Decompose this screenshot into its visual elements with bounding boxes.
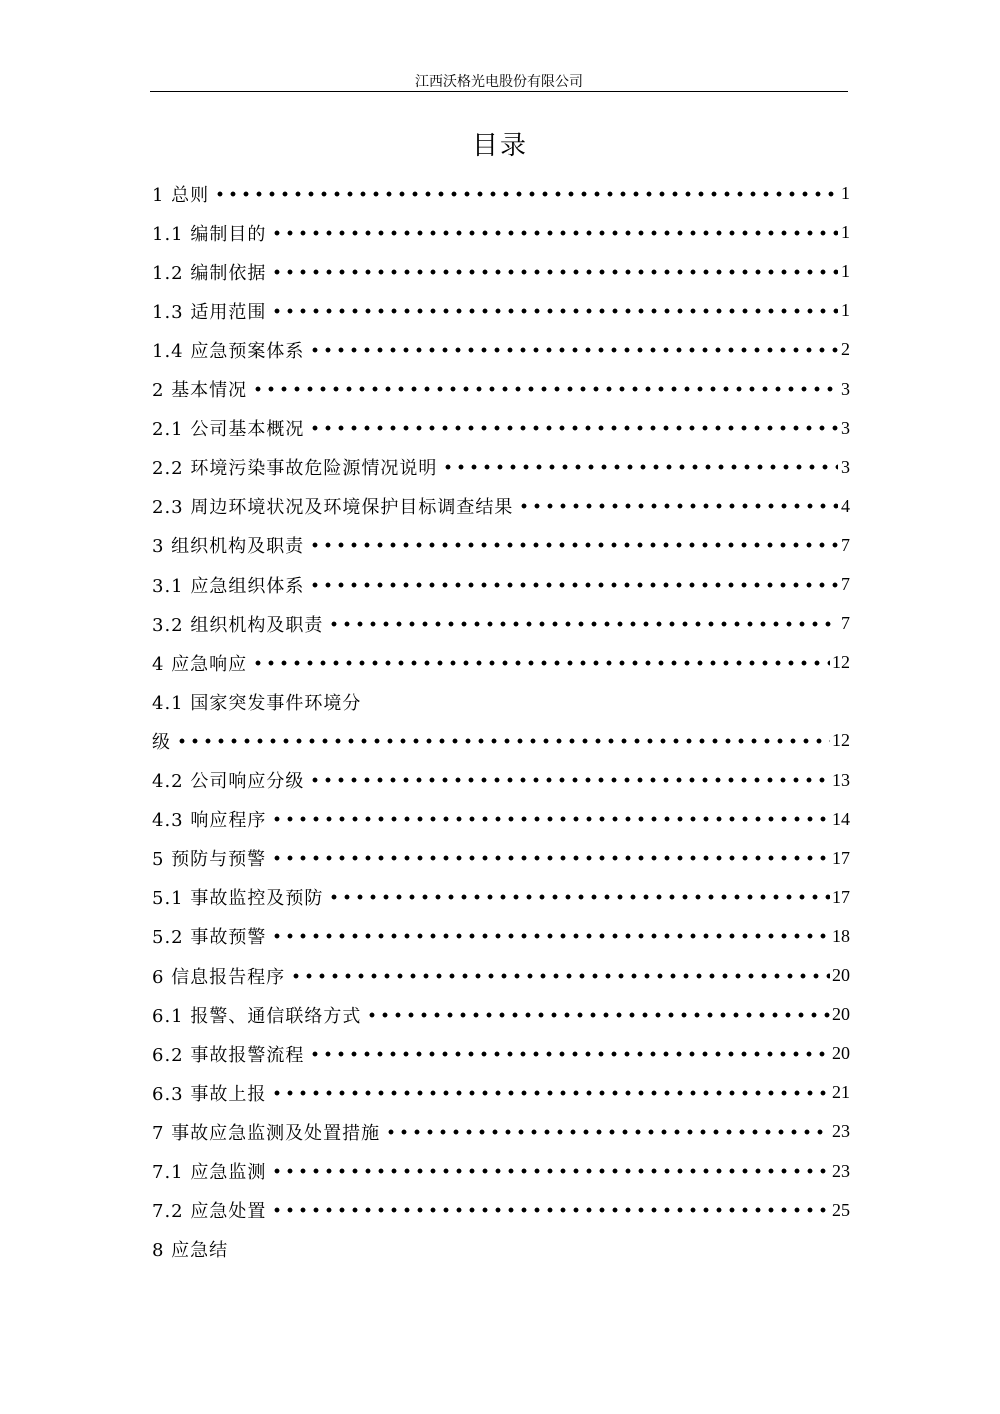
toc-entry-label: 级 xyxy=(152,731,171,753)
toc-entry[interactable] xyxy=(152,956,850,995)
toc-entry-label: 6 信息报告程序 xyxy=(152,966,286,988)
toc-entry[interactable] xyxy=(152,487,850,526)
toc-entry-page-number: 20 xyxy=(832,1004,850,1025)
toc-entry[interactable] xyxy=(152,800,850,839)
toc-entry-label: 7 事故应急监测及处置措施 xyxy=(152,1122,381,1144)
toc-dot-leader xyxy=(253,653,830,673)
toc-entry-label: 5 预防与预警 xyxy=(152,849,267,871)
document-title: 目录 xyxy=(471,131,528,161)
toc-dot-leader xyxy=(272,926,830,946)
toc-entry[interactable] xyxy=(152,526,850,565)
toc-entry-page-number: 2 xyxy=(841,339,850,360)
toc-entry[interactable] xyxy=(152,1034,850,1073)
toc-entry-page-number: 17 xyxy=(832,886,850,907)
toc-entry-page-number: 23 xyxy=(832,1121,850,1142)
toc-dot-leader xyxy=(272,848,830,868)
toc-entry-page-number: 7 xyxy=(841,574,850,594)
toc-dot-leader xyxy=(272,262,838,282)
toc-entry-page-number: 18 xyxy=(832,925,850,946)
toc-entry-label: 8 应急结 xyxy=(152,1240,229,1262)
toc-dot-leader xyxy=(272,809,830,829)
toc-dot-leader xyxy=(310,535,838,555)
header-divider xyxy=(150,91,848,92)
toc-entry[interactable] xyxy=(152,565,850,604)
toc-dot-leader xyxy=(215,184,838,204)
toc-entry-page-number: 7 xyxy=(841,613,850,634)
toc-dot-leader xyxy=(386,1122,830,1142)
toc-entry-label: 4.2 公司响应分级 xyxy=(152,771,305,792)
toc-entry[interactable] xyxy=(152,448,850,487)
toc-entry-page-number: 20 xyxy=(832,965,850,985)
toc-entry[interactable] xyxy=(152,252,850,291)
toc-dot-leader xyxy=(291,966,830,986)
toc-entry-label: 5.1 事故监控及预防 xyxy=(152,888,324,910)
toc-dot-leader xyxy=(329,614,838,634)
toc-dot-leader xyxy=(272,301,838,321)
toc-entry-label: 7.1 应急监测 xyxy=(152,1162,267,1183)
toc-dot-leader xyxy=(310,770,830,790)
toc-entry-page-number: 21 xyxy=(832,1082,850,1103)
toc-entry-label: 1 总则 xyxy=(152,184,210,206)
toc-entry[interactable] xyxy=(152,1230,850,1269)
toc-entry[interactable] xyxy=(152,1191,850,1230)
toc-entry-label: 1.1 编制目的 xyxy=(152,223,267,245)
toc-entry-label: 2.3 周边环境状况及环境保护目标调查结果 xyxy=(152,497,514,519)
toc-entry-page-number: 25 xyxy=(832,1199,850,1220)
toc-entry-label: 4.1 国家突发事件环境分 xyxy=(152,692,362,714)
toc-entry-label: 1.4 应急预案体系 xyxy=(152,340,305,362)
toc-entry-page-number: 4 xyxy=(841,495,850,516)
toc-entry[interactable] xyxy=(152,839,850,878)
toc-entry-page-number: 1 xyxy=(841,183,850,203)
toc-entry[interactable] xyxy=(152,643,850,682)
toc-dot-leader xyxy=(310,1044,830,1064)
toc-entry-label: 7.2 应急处置 xyxy=(152,1201,267,1223)
toc-dot-leader xyxy=(272,1083,830,1103)
toc-entry-label: 4.3 响应程序 xyxy=(152,810,267,832)
toc-entry-page-number: 12 xyxy=(832,652,850,673)
toc-entry[interactable] xyxy=(152,291,850,330)
toc-entry[interactable] xyxy=(152,761,850,800)
toc-entry-label: 4 应急响应 xyxy=(152,653,248,675)
toc-dot-leader xyxy=(272,1161,830,1181)
toc-entry[interactable] xyxy=(152,1073,850,1112)
toc-entry-label: 1.3 适用范围 xyxy=(152,301,267,323)
toc-dot-leader xyxy=(367,1005,830,1025)
toc-entry-label: 3 组织机构及职责 xyxy=(152,536,305,558)
toc-dot-leader xyxy=(177,731,830,751)
toc-entry[interactable] xyxy=(152,721,850,760)
toc-entry-page-number: 12 xyxy=(832,730,850,751)
toc-entry-label: 6.2 事故报警流程 xyxy=(152,1044,305,1066)
toc-entry-label: 2 基本情况 xyxy=(152,380,248,401)
toc-entry[interactable] xyxy=(152,995,850,1034)
toc-entry-label: 1.2 编制依据 xyxy=(152,262,267,284)
toc-entry-label: 3.1 应急组织体系 xyxy=(152,575,305,597)
toc-dot-leader xyxy=(310,340,838,360)
toc-entry[interactable] xyxy=(152,213,850,252)
toc-entry-label: 6.3 事故上报 xyxy=(152,1083,267,1105)
toc-entry[interactable] xyxy=(152,1152,850,1191)
toc-entry[interactable] xyxy=(152,330,850,369)
toc-entry-page-number: 20 xyxy=(832,1043,850,1064)
toc-entry-label: 6.1 报警、通信联络方式 xyxy=(152,1005,362,1027)
toc-entry-label: 2.2 环境污染事故危险源情况说明 xyxy=(152,458,438,480)
toc-entry[interactable] xyxy=(152,370,850,409)
toc-entry[interactable] xyxy=(152,409,850,448)
toc-entry-page-number: 3 xyxy=(841,456,850,477)
toc-entry[interactable] xyxy=(152,682,850,721)
toc-entry-page-number: 3 xyxy=(841,417,850,438)
toc-entry[interactable] xyxy=(152,917,850,956)
toc-entry-label: 3.2 组织机构及职责 xyxy=(152,614,324,636)
toc-dot-leader xyxy=(519,496,838,516)
toc-entry-page-number: 14 xyxy=(832,808,850,829)
toc-entry-page-number: 1 xyxy=(841,300,850,321)
toc-entry-page-number: 17 xyxy=(832,847,850,868)
toc-entry-page-number: 1 xyxy=(841,222,850,243)
toc-dot-leader xyxy=(272,1200,830,1220)
page-header: 江西沃格光电股份有限公司 xyxy=(415,74,583,90)
toc-entry[interactable] xyxy=(152,1112,850,1151)
toc-entry-page-number: 13 xyxy=(832,769,850,790)
toc-dot-leader xyxy=(253,379,838,399)
toc-entry-label: 5.2 事故预警 xyxy=(152,927,267,949)
toc-dot-leader xyxy=(272,223,838,243)
toc-entry-page-number: 3 xyxy=(841,378,850,399)
toc-dot-leader xyxy=(443,457,838,477)
toc-dot-leader xyxy=(310,418,838,438)
toc-dot-leader xyxy=(310,575,838,595)
toc-entry[interactable] xyxy=(152,878,850,917)
toc-entry[interactable] xyxy=(152,604,850,643)
toc-entry-page-number: 23 xyxy=(832,1160,850,1181)
toc-entry-page-number: 1 xyxy=(841,261,850,282)
toc-entry-page-number: 7 xyxy=(841,534,850,555)
toc-entry[interactable] xyxy=(152,174,850,213)
toc-entry-label: 2.1 公司基本概况 xyxy=(152,419,305,441)
toc-dot-leader xyxy=(329,887,830,907)
